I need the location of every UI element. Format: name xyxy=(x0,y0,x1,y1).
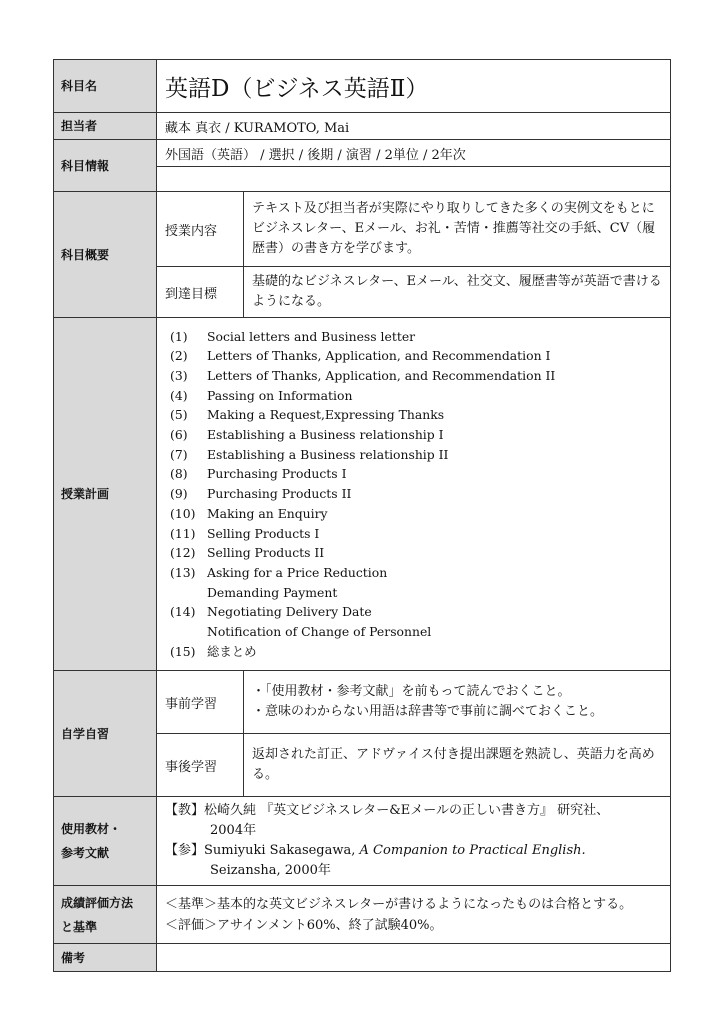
self-study-label: 自学自習 xyxy=(54,671,157,797)
plan-item-text: Asking for a Price Reduction Demanding Payment xyxy=(207,564,388,600)
reference-entry xyxy=(165,841,662,861)
plan-item-number: (13) xyxy=(170,564,196,580)
post-study-text: 返却された訂正、アドヴァイス付き提出課題を熟読し、英語力を高める。 xyxy=(244,734,671,797)
reference-tag: 【参】 xyxy=(165,843,205,858)
grading-criteria: ＜基準＞基本的な英文ビジネスレターが書けるようになったものは合格とする。 xyxy=(165,896,633,912)
remarks-row xyxy=(54,944,671,972)
instructor-name: 藏本 真衣 / KURAMOTO, Mai xyxy=(157,113,671,140)
plan-label: 授業計画 xyxy=(54,318,157,671)
plan-item-text: Purchasing Products I xyxy=(207,466,347,482)
pre-study-row xyxy=(54,671,671,734)
course-info-value: 外国語（英語） / 選択 / 後期 / 演習 / 2単位 / 2年次 xyxy=(157,140,671,167)
plan-item-number: (11) xyxy=(170,525,196,541)
reference-publisher: Seizansha, 2000年 xyxy=(210,863,331,878)
plan-item-number: (10) xyxy=(170,505,196,521)
materials-label-line2: 参考文献 xyxy=(61,846,110,860)
plan-item-text: Negotiating Delivery Date Notification of Change of Personnel xyxy=(207,604,432,640)
plan-item-text: Purchasing Products II xyxy=(207,486,352,502)
plan-item xyxy=(170,405,670,425)
reference-title: A Companion to Practical English. xyxy=(359,843,586,858)
plan-item-number: (7) xyxy=(170,446,188,462)
content-text: テキスト及び担当者が実際にやり取りしてきた多くの実例文をもとにビジネスレター、Eメール、お礼・苦情・推薦等社交の手紙、CV（履歴書）の書き方を学びます。 xyxy=(244,192,671,267)
course-info-label: 科目情報 xyxy=(54,140,157,192)
textbook-tag: 【教】 xyxy=(165,803,205,818)
textbook-year: 2004年 xyxy=(210,823,257,838)
plan-item xyxy=(170,327,670,347)
remarks-value xyxy=(157,944,671,972)
plan-item xyxy=(170,524,670,544)
plan-item-number: (4) xyxy=(170,387,188,403)
remarks-label: 備考 xyxy=(54,944,157,972)
reference-author: Sumiyuki Sakasegawa, xyxy=(204,843,360,858)
plan-item-text: Making a Request,Expressing Thanks xyxy=(207,407,445,423)
plan-item-number: (14) xyxy=(170,604,196,620)
plan-item-text: Selling Products I xyxy=(207,525,320,541)
plan-item xyxy=(170,563,670,602)
syllabus-table xyxy=(53,59,671,972)
grading-content xyxy=(157,886,671,944)
grading-row xyxy=(54,886,671,944)
course-title: 英語D（ビジネス英語Ⅱ） xyxy=(157,60,671,113)
plan-item-number: (6) xyxy=(170,427,188,443)
plan-item-text: Letters of Thanks, Application, and Recommendation II xyxy=(207,367,556,383)
course-name-label: 科目名 xyxy=(54,60,157,113)
plan-item-number: (2) xyxy=(170,348,188,364)
plan-item-text: Social letters and Business letter xyxy=(207,328,416,344)
plan-item-text: 総まとめ xyxy=(207,643,257,659)
plan-item xyxy=(170,366,670,386)
pre-study-line: ・「使用教材・参考文献」を前もって読んでおくこと。 xyxy=(252,684,571,699)
overview-label: 科目概要 xyxy=(54,192,157,318)
plan-item-number: (15) xyxy=(170,643,196,659)
course-info-row xyxy=(54,140,671,167)
textbook-text: 松崎久純 『英文ビジネスレター&Eメールの正しい書き方』 研究社、 xyxy=(204,803,610,818)
plan-item-number: (3) xyxy=(170,367,188,383)
plan-item xyxy=(170,543,670,563)
plan-item-number: (1) xyxy=(170,328,188,344)
grading-label-line2: と基準 xyxy=(61,919,98,934)
plan-cell xyxy=(157,318,671,671)
plan-item-text: Selling Products II xyxy=(207,545,325,561)
overview-content-row xyxy=(54,192,671,267)
pre-study-label: 事前学習 xyxy=(157,671,244,734)
plan-item xyxy=(170,484,670,504)
materials-label-line1: 使用教材・ xyxy=(61,822,122,836)
plan-item-number: (5) xyxy=(170,407,188,423)
plan-item xyxy=(170,642,670,662)
plan-list xyxy=(157,321,670,668)
plan-item-text: Passing on Information xyxy=(207,387,353,403)
plan-item-number: (8) xyxy=(170,466,188,482)
plan-item xyxy=(170,425,670,445)
goal-text: 基礎的なビジネスレター、Eメール、社交文、履歴書等が英語で書けるようになる。 xyxy=(244,267,671,318)
content-label: 授業内容 xyxy=(157,192,244,267)
plan-item-number: (9) xyxy=(170,486,188,502)
plan-item-number: (12) xyxy=(170,545,196,561)
materials-content xyxy=(157,797,671,886)
grading-label xyxy=(54,886,157,944)
grading-label-line1: 成績評価方法 xyxy=(61,895,134,910)
course-name-row xyxy=(54,60,671,113)
instructor-label: 担当者 xyxy=(54,113,157,140)
materials-label xyxy=(54,797,157,886)
plan-item-text: Establishing a Business relationship II xyxy=(207,446,449,462)
goal-label: 到達目標 xyxy=(157,267,244,318)
plan-item xyxy=(170,445,670,465)
plan-item-text: Letters of Thanks, Application, and Recommendation I xyxy=(207,348,551,364)
plan-row xyxy=(54,318,671,671)
materials-row xyxy=(54,797,671,886)
plan-item xyxy=(170,602,670,641)
textbook-entry xyxy=(165,801,662,821)
plan-item xyxy=(170,346,670,366)
pre-study-text xyxy=(244,671,671,734)
course-info-extra xyxy=(157,167,671,192)
plan-item-text: Establishing a Business relationship I xyxy=(207,427,444,443)
post-study-label: 事後学習 xyxy=(157,734,244,797)
plan-item xyxy=(170,386,670,406)
plan-item xyxy=(170,464,670,484)
plan-item xyxy=(170,504,670,524)
plan-item-text: Making an Enquiry xyxy=(207,505,328,521)
pre-study-line: ・意味のわからない用語は辞書等で事前に調べておくこと。 xyxy=(252,704,604,719)
instructor-row xyxy=(54,113,671,140)
grading-weights: ＜評価＞アサインメント60%、終了試験40%。 xyxy=(165,917,443,933)
